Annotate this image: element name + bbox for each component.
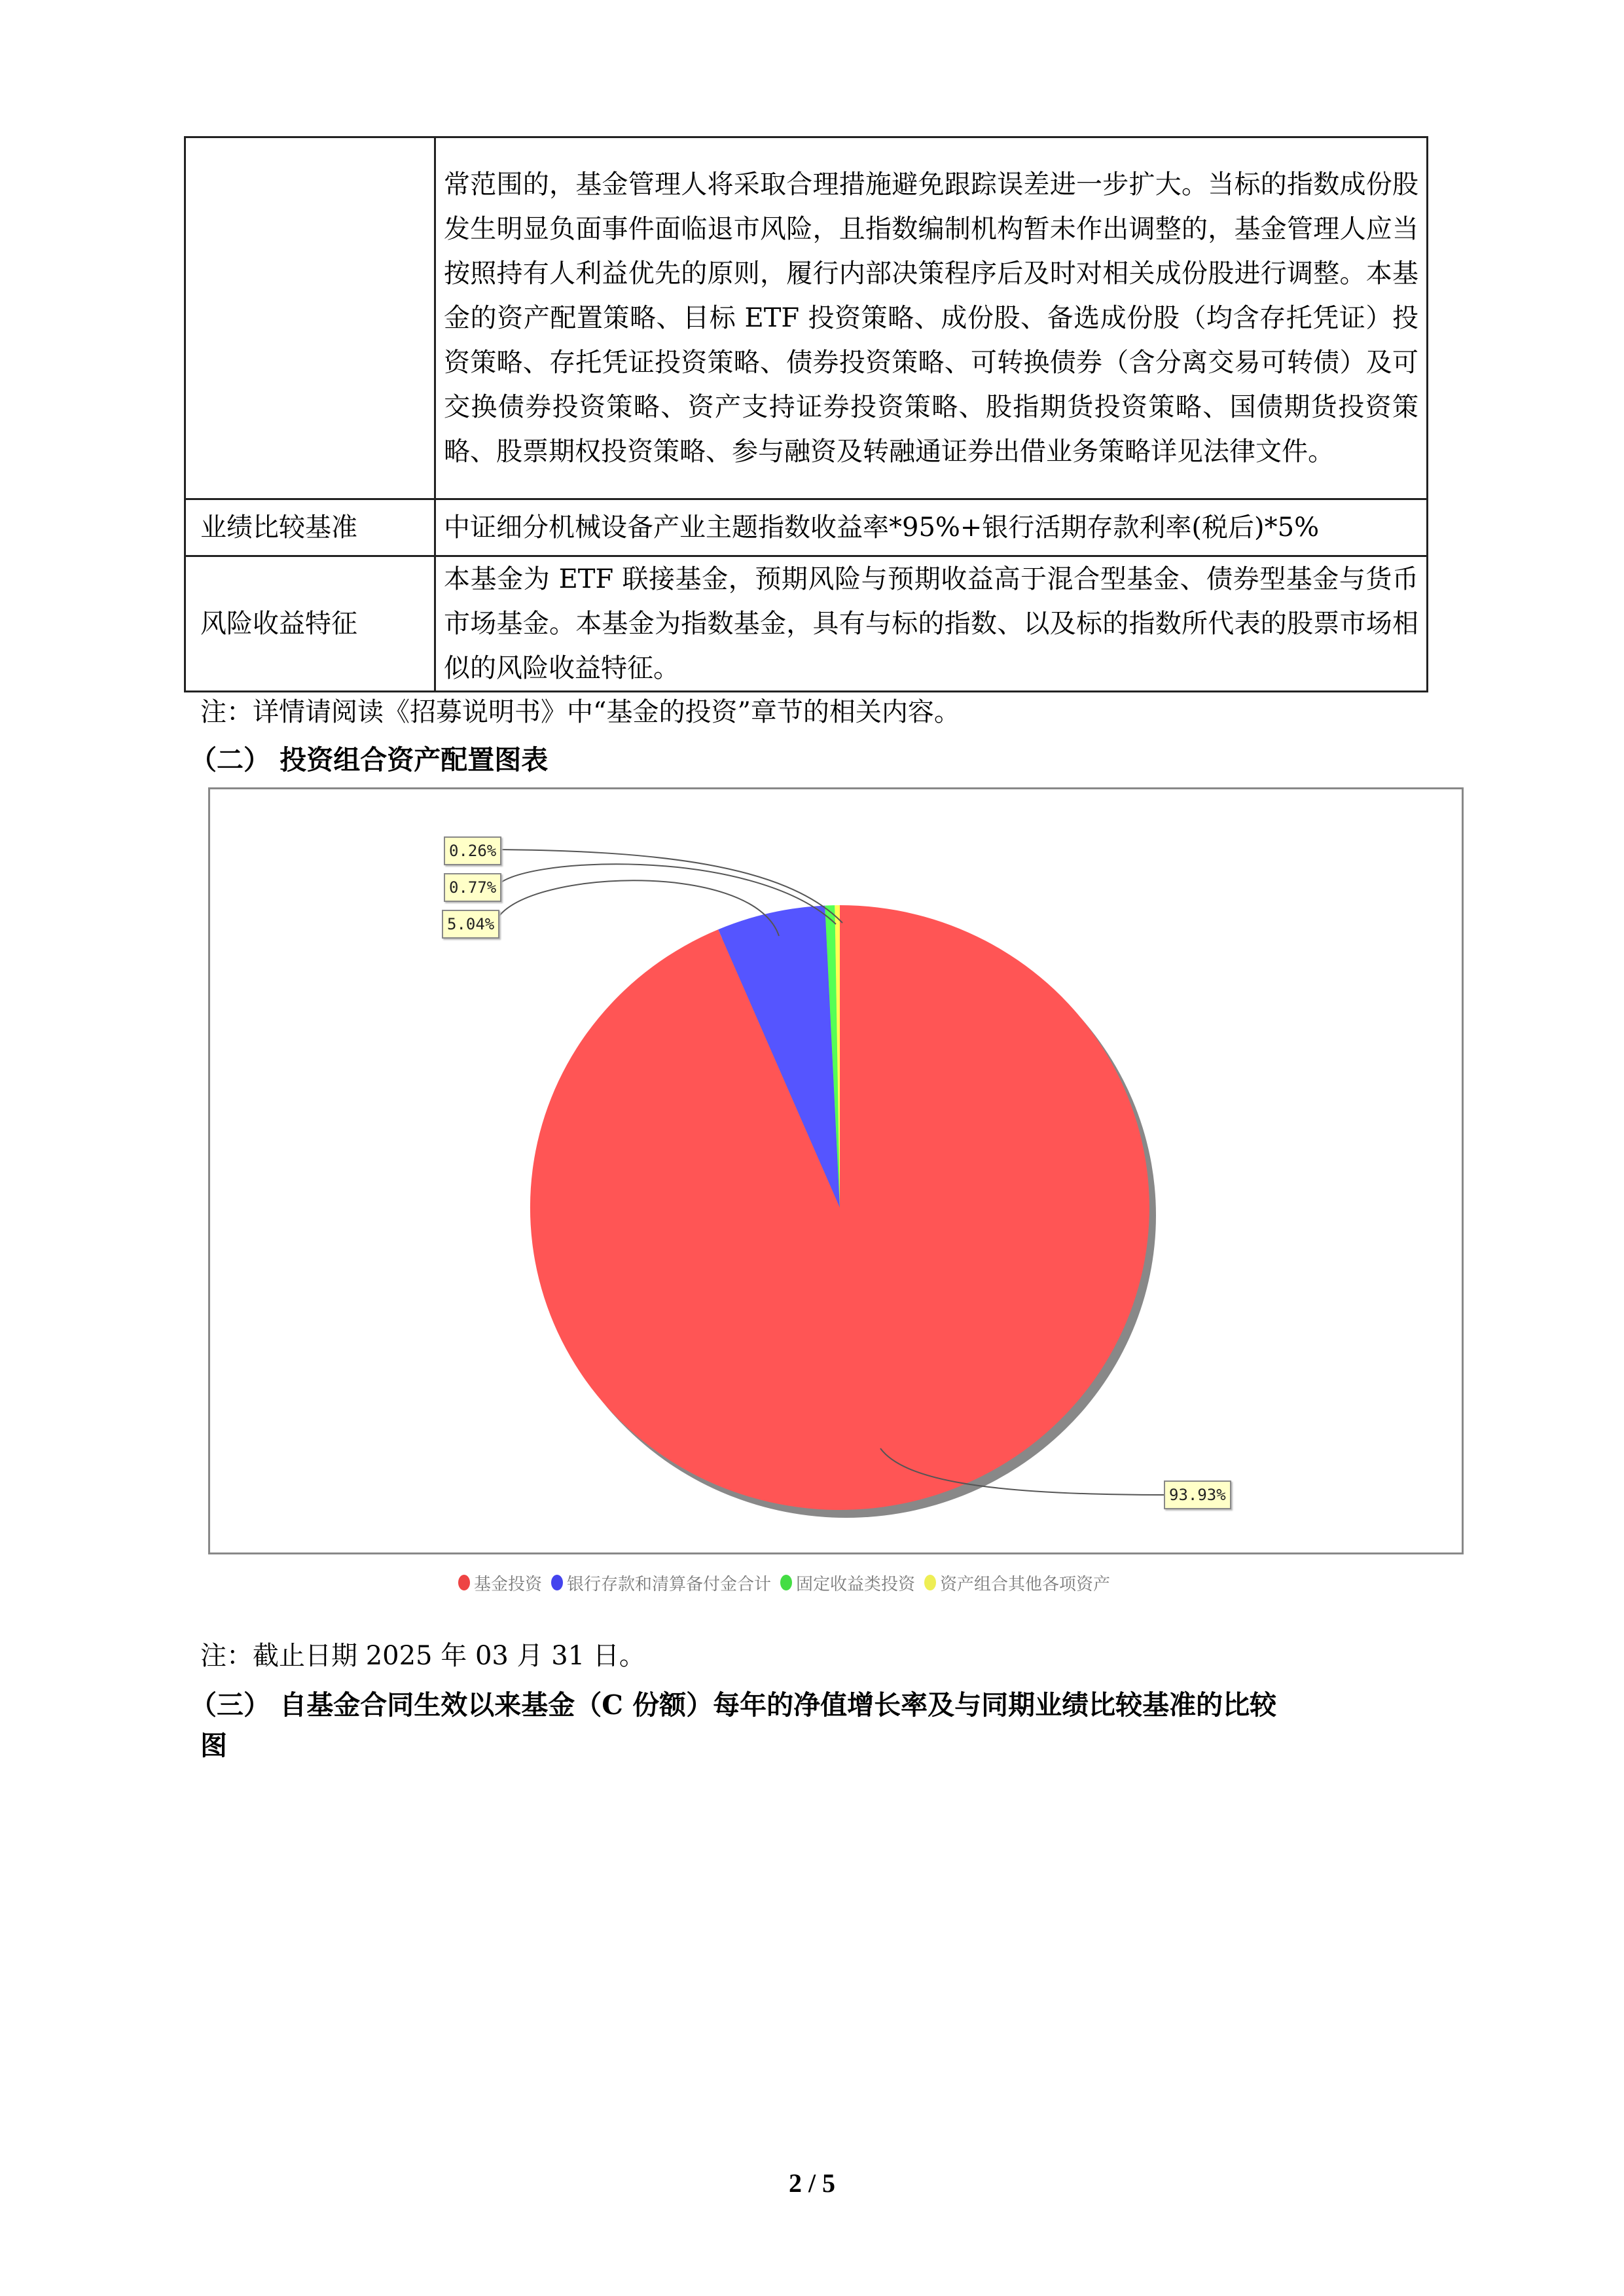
data-label-fixed-income: 0.77% bbox=[444, 873, 501, 902]
data-label-fund-investment: 93.93% bbox=[1164, 1480, 1231, 1509]
legend-label: 固定收益类投资 bbox=[796, 1574, 916, 1594]
row-content: 中证细分机械设备产业主题指数收益率*95%+银行活期存款利率(税后)*5% bbox=[435, 499, 1428, 556]
section-heading-asset-allocation: （二） 投资组合资产配置图表 bbox=[190, 744, 549, 776]
legend-item-fund-investment bbox=[458, 1571, 542, 1595]
legend-item-fixed-income bbox=[780, 1571, 915, 1595]
section-heading-line: 图 bbox=[200, 1730, 227, 1761]
red-dot-icon bbox=[458, 1575, 470, 1590]
row-label: 业绩比较基准 bbox=[185, 499, 435, 556]
chart-legend bbox=[458, 1568, 1110, 1597]
row-content: 本基金为 ETF 联接基金，预期风险与预期收益高于混合型基金、债券型基金与货币市场基金。本基金为指数基金，具有与标的指数、以及标的指数所代表的股票市场相似的风险收益特征。 bbox=[435, 556, 1428, 692]
data-label-bank-deposits: 5.04% bbox=[442, 910, 499, 939]
legend-item-bank-deposits bbox=[551, 1571, 771, 1595]
page-number: 2 / 5 bbox=[788, 2168, 836, 2198]
blue-dot-icon bbox=[551, 1575, 563, 1590]
green-dot-icon bbox=[780, 1575, 792, 1590]
legend-label: 银行存款和清算备付金合计 bbox=[567, 1574, 772, 1594]
data-label-other-assets: 0.26% bbox=[444, 836, 501, 865]
legend-label: 基金投资 bbox=[474, 1574, 543, 1594]
section-heading-line: （三） 自基金合同生效以来基金（C 份额）每年的净值增长率及与同期业绩比较基准的比较 bbox=[190, 1689, 1277, 1721]
row-label: 风险收益特征 bbox=[185, 556, 435, 692]
note-prospectus: 注：详情请阅读《招募说明书》中“基金的投资”章节的相关内容。 bbox=[200, 697, 960, 727]
yellow-dot-icon bbox=[924, 1575, 936, 1590]
legend-item-other-assets bbox=[924, 1571, 1110, 1595]
note-cutoff-date: 注：截止日期 2025 年 03 月 31 日。 bbox=[200, 1641, 645, 1671]
section-heading-performance bbox=[190, 1685, 1434, 1766]
legend-label: 资产组合其他各项资产 bbox=[940, 1574, 1111, 1594]
row-content: 常范围的，基金管理人将采取合理措施避免跟踪误差进一步扩大。当标的指数成份股发生明显负面事件面临退市风险，且指数编制机构暂未作出调整的，基金管理人应当按照持有人利益优先的原则，履行内部决策程序后及时对相关成份股进行调整。本基金的资产配置策略、目标 ETF 投资策略、成份股、备选成份股（均含存托凭证）投资策略、存托凭证投资策略、债券投资策略、可转换债券（含分离交易可转债）及可交换债券投资策略、资产支持证券投资策略、股指期货投资策略、国债期货投资策略、股票期权投资策略、参与融资及转融通证券出借业务策略详见法律文件。 bbox=[435, 137, 1428, 499]
